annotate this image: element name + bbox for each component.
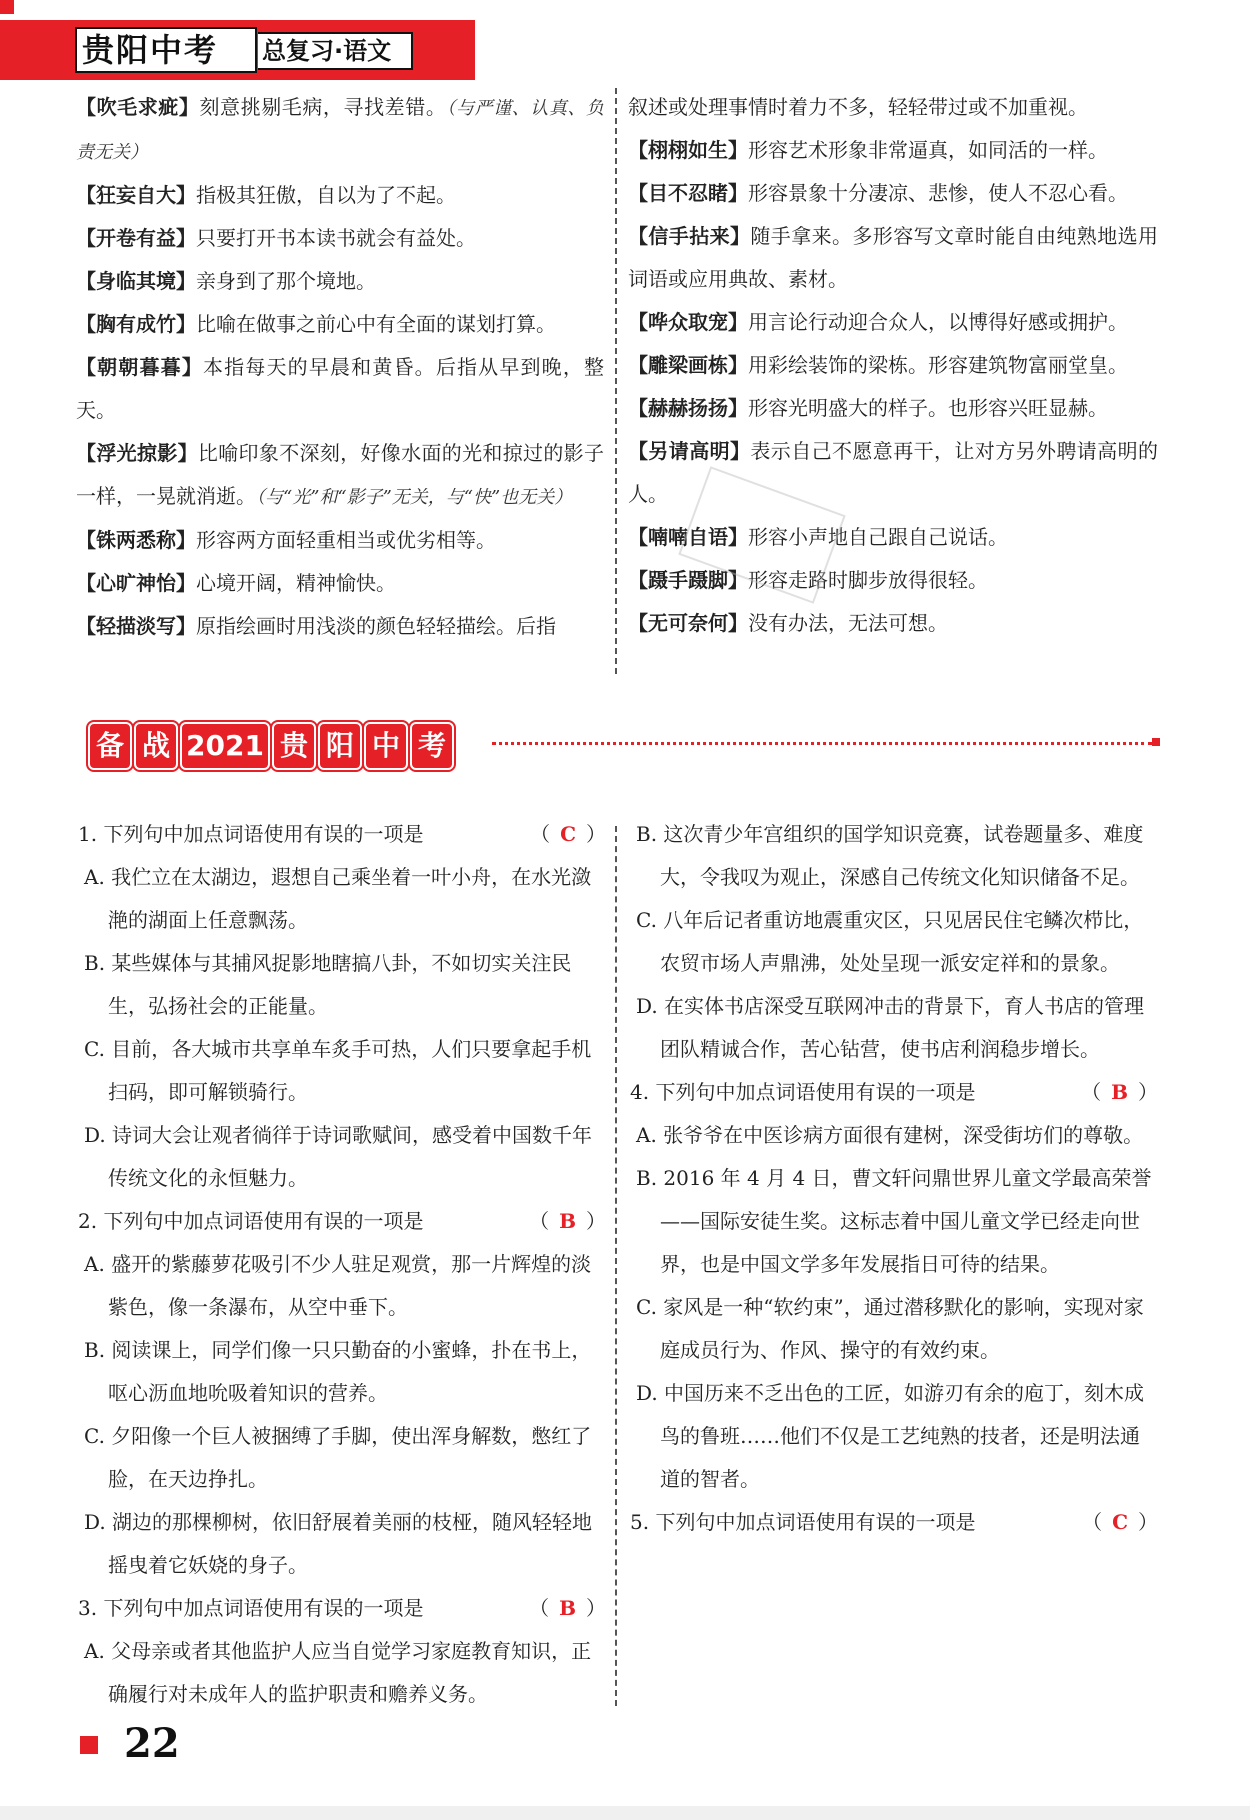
vocab-entry <box>76 217 604 260</box>
section-banner-char: 中 <box>364 722 408 770</box>
vocab-term: 【轻描淡写】 <box>76 614 196 638</box>
vocab-term: 【狂妄自大】 <box>76 183 196 207</box>
answer-letter: B <box>559 1596 576 1620</box>
vocab-definition: 形容走路时脚步放得很轻。 <box>748 568 988 592</box>
question-text: 2. 下列句中加点词语使用有误的一项是 <box>78 1209 424 1233</box>
subject-label: 总复习·语文 <box>262 37 392 65</box>
vocab-entry <box>628 387 1158 430</box>
questions-column-right <box>630 813 1158 1544</box>
vocab-definition: 形容光明盛大的样子。也形容兴旺显赫。 <box>748 396 1108 420</box>
section-banner-char: 战 <box>134 722 178 770</box>
vocab-term: 【栩栩如生】 <box>628 138 748 162</box>
vocab-definition: 形容小声地自己跟自己说话。 <box>748 525 1008 549</box>
vocab-term: 【吹毛求疵】 <box>76 95 200 119</box>
section-banner-char: 备 <box>88 722 132 770</box>
vocab-definition: 刻意挑剔毛病，寻找差错。 <box>199 95 447 119</box>
vocab-entry <box>76 605 604 648</box>
section-banner-char: 贵 <box>272 722 316 770</box>
question-option: C. 八年后记者重访地震重灾区，只见居民住宅鳞次栉比，农贸市场人声鼎沸，处处呈现一派安定祥和的景象。 <box>636 908 1144 975</box>
question-stem <box>78 1200 606 1243</box>
section-banner-char: 2021 <box>180 722 270 770</box>
answer-letter: B <box>1111 1080 1128 1104</box>
question-text: 3. 下列句中加点词语使用有误的一项是 <box>78 1596 424 1620</box>
vocab-entry <box>628 344 1158 387</box>
vocab-definition: 没有办法，无法可想。 <box>748 611 948 635</box>
answer-letter: B <box>559 1209 576 1233</box>
vocab-term: 【赫赫扬扬】 <box>628 396 748 420</box>
vocab-term: 【另请高明】 <box>628 439 751 463</box>
header-banner <box>0 20 475 80</box>
question-stem <box>78 813 606 856</box>
question-option: D. 湖边的那棵柳树，依旧舒展着美丽的枝桠，随风轻轻地摇曳着它妖娆的身子。 <box>84 1510 593 1577</box>
vocab-term: 【铢两悉称】 <box>76 528 196 552</box>
vocab-entry <box>76 346 604 432</box>
vocab-column-left <box>76 86 604 648</box>
vocab-entry <box>628 301 1158 344</box>
vocab-term: 【蹑手蹑脚】 <box>628 568 748 592</box>
answer-bracket: （ B ） <box>1081 1080 1158 1104</box>
vocab-entry <box>76 432 604 519</box>
vocab-term: 【胸有成竹】 <box>76 312 196 336</box>
vocab-entry <box>628 215 1158 301</box>
section-dotted-line-end <box>1152 738 1160 746</box>
vocab-entry <box>76 260 604 303</box>
vocab-definition: 原指绘画时用浅淡的颜色轻轻描绘。后指 <box>196 614 556 638</box>
vocab-definition: 心境开阔，精神愉快。 <box>196 571 396 595</box>
vocab-definition: 亲身到了那个境地。 <box>196 269 376 293</box>
column-divider-top <box>615 88 617 674</box>
vocab-definition: 表示自己不愿意再干，让对方另外聘请高明的人。 <box>628 439 1159 506</box>
question-option: A. 父母亲或者其他监护人应当自觉学习家庭教育知识，正确履行对未成年人的监护职责和赡养义务。 <box>84 1639 592 1706</box>
answer-bracket: （ B ） <box>529 1209 606 1233</box>
vocab-definition: 本指每天的早晨和黄昏。后指从早到晚，整天。 <box>76 355 604 422</box>
question-option: D. 诗词大会让观者徜徉于诗词歌赋间，感受着中国数千年传统文化的永恒魅力。 <box>84 1123 593 1190</box>
section-banner <box>88 722 454 768</box>
vocab-term: 【身临其境】 <box>76 269 196 293</box>
vocab-definition: 形容艺术形象非常逼真，如同活的一样。 <box>748 138 1108 162</box>
vocab-note: （与“光”和“影子”无关，与“快”也无关） <box>256 487 573 508</box>
vocab-term: 【信手拈来】 <box>628 224 751 248</box>
vocab-definition: 只要打开书本读书就会有益处。 <box>196 226 476 250</box>
logo: 贵阳中考 <box>82 31 219 69</box>
vocab-definition: 随手拿来。多形容写文章时能自由纯熟地选用词语或应用典故、素材。 <box>628 224 1159 291</box>
section-dotted-line <box>492 742 1152 745</box>
question-option: A. 张爷爷在中医诊病方面很有建树，深受街坊们的尊敬。 <box>636 1123 1144 1147</box>
vocab-entry <box>628 129 1158 172</box>
question-option: C. 家风是一种“软约束”，通过潜移默化的影响，实现对家庭成员行为、作风、操守的有效约束。 <box>636 1295 1144 1362</box>
questions-column-left <box>78 813 606 1716</box>
corner-mark <box>0 0 14 14</box>
vocab-term: 【开卷有益】 <box>76 226 196 250</box>
question-stem <box>78 1587 606 1630</box>
vocab-definition: 指极其狂傲，自以为了不起。 <box>196 183 456 207</box>
question-stem <box>630 1501 1158 1544</box>
vocab-definition: 叙述或处理事情时着力不多，轻轻带过或不加重视。 <box>628 95 1088 119</box>
vocab-entry <box>628 172 1158 215</box>
question-option: C. 目前，各大城市共享单车炙手可热，人们只要拿起手机扫码，即可解锁骑行。 <box>84 1037 592 1104</box>
answer-bracket: （ C ） <box>530 822 606 846</box>
vocab-term: 【浮光掠影】 <box>76 441 198 465</box>
vocab-definition: 形容景象十分凄凉、悲惨，使人不忍心看。 <box>748 181 1128 205</box>
section-banner-char: 阳 <box>318 722 362 770</box>
vocab-term: 【喃喃自语】 <box>628 525 748 549</box>
vocab-entry <box>76 562 604 605</box>
vocab-term: 【无可奈何】 <box>628 611 748 635</box>
question-stem <box>630 1071 1158 1114</box>
question-option: C. 夕阳像一个巨人被捆缚了手脚，使出浑身解数，憋红了脸，在天边挣扎。 <box>84 1424 592 1491</box>
vocab-entry <box>76 174 604 217</box>
vocab-entry <box>76 86 604 174</box>
question-option: A. 我伫立在太湖边，遐想自己乘坐着一叶小舟，在水光潋滟的湖面上任意飘荡。 <box>84 865 592 932</box>
question-text: 5. 下列句中加点词语使用有误的一项是 <box>630 1510 976 1534</box>
question-option: B. 这次青少年宫组织的国学知识竞赛，试卷题量多、难度大，令我叹为观止，深感自己传统文化知识储备不足。 <box>636 822 1144 889</box>
question-option: D. 中国历来不乏出色的工匠，如游刃有余的庖丁，刻木成鸟的鲁班……他们不仅是工艺纯熟的技者，还是明法通道的智者。 <box>636 1381 1145 1491</box>
vocab-term: 【朝朝暮暮】 <box>76 355 203 379</box>
answer-bracket: （ C ） <box>1082 1510 1158 1534</box>
vocab-term: 【雕梁画栋】 <box>628 353 748 377</box>
answer-bracket: （ B ） <box>529 1596 606 1620</box>
vocab-entry <box>628 602 1158 645</box>
question-option: B. 2016 年 4 月 4 日，曹文轩问鼎世界儿童文学最高荣誉——国际安徒生奖。这标志着中国儿童文学已经走向世界，也是中国文学多年发展指日可待的结果。 <box>636 1166 1152 1276</box>
section-banner-char: 考 <box>410 722 454 770</box>
question-option: B. 某些媒体与其捕风捉影地瞎搞八卦，不如切实关注民生，弘扬社会的正能量。 <box>84 951 572 1018</box>
vocab-term: 【哗众取宠】 <box>628 310 748 334</box>
answer-letter: C <box>560 822 576 846</box>
bottom-strip <box>0 1806 1250 1820</box>
vocab-definition: 形容两方面轻重相当或优劣相等。 <box>196 528 496 552</box>
vocab-definition: 用言论行动迎合众人，以博得好感或拥护。 <box>748 310 1128 334</box>
vocab-definition: 比喻印象不深刻，好像水面的光和掠过的影子一样，一晃就消逝。 <box>76 441 605 508</box>
answer-letter: C <box>1112 1510 1128 1534</box>
vocab-term: 【心旷神怡】 <box>76 571 196 595</box>
vocab-entry <box>76 303 604 346</box>
question-text: 4. 下列句中加点词语使用有误的一项是 <box>630 1080 976 1104</box>
vocab-definition: 比喻在做事之前心中有全面的谋划打算。 <box>196 312 556 336</box>
page-number-marker <box>80 1736 98 1754</box>
vocab-note: （与严谨、认真、负责无关） <box>76 98 605 163</box>
vocab-term: 【目不忍睹】 <box>628 181 748 205</box>
question-option: D. 在实体书店深受互联网冲击的背景下，育人书店的管理团队精诚合作，苦心钻营，使书店利润稳步增长。 <box>636 994 1145 1061</box>
page-number: 22 <box>124 1720 180 1767</box>
vocab-definition: 用彩绘装饰的梁栋。形容建筑物富丽堂皇。 <box>748 353 1128 377</box>
question-text: 1. 下列句中加点词语使用有误的一项是 <box>78 822 424 846</box>
question-option: B. 阅读课上，同学们像一只只勤奋的小蜜蜂，扑在书上，呕心沥血地吮吸着知识的营养。 <box>84 1338 592 1405</box>
question-option: A. 盛开的紫藤萝花吸引不少人驻足观赏，那一片辉煌的淡紫色，像一条瀑布，从空中垂下。 <box>84 1252 592 1319</box>
vocab-entry <box>628 86 1158 129</box>
vocab-entry <box>76 519 604 562</box>
